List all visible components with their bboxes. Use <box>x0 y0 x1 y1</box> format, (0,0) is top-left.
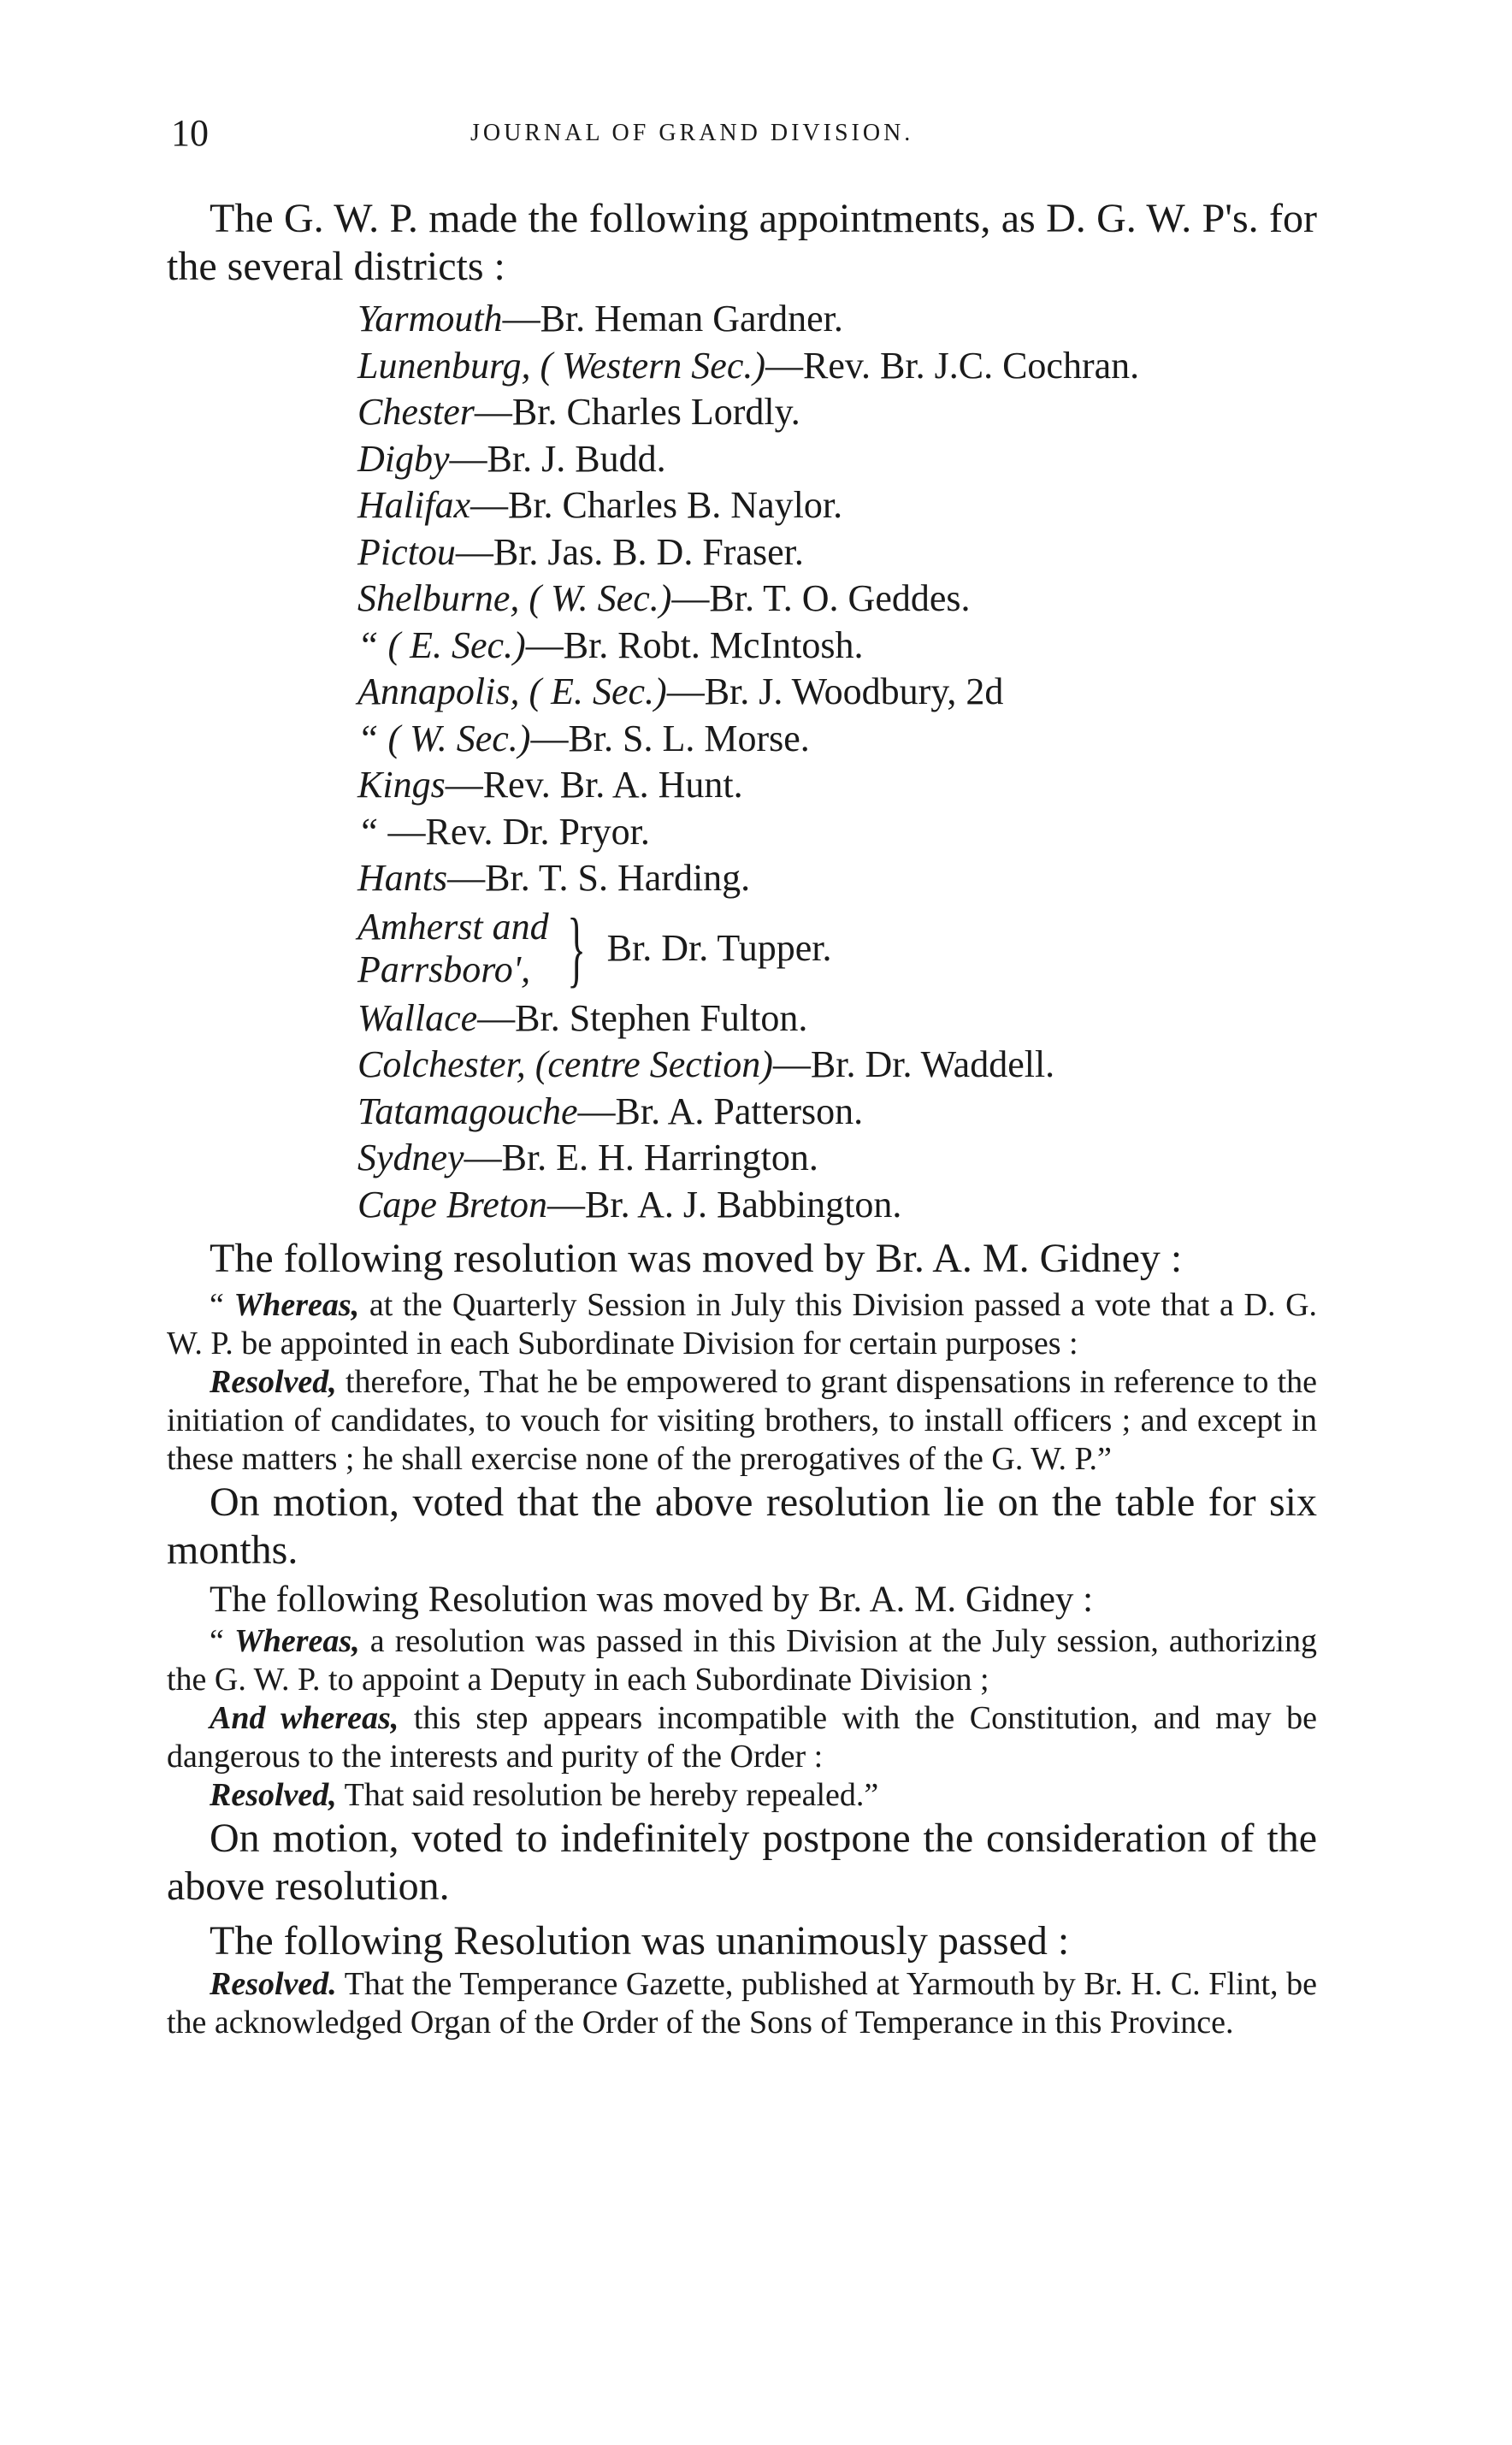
appointment-row <box>357 1042 1317 1089</box>
resolution-1-resolved <box>167 1363 1317 1479</box>
appointment-deputy: —Br. Charles Lordly. <box>474 391 800 433</box>
appointments-group-1 <box>357 296 1317 902</box>
resolved-term: Resolved, <box>210 1364 337 1400</box>
appointment-deputy: —Rev. Br. J.C. Cochran. <box>765 344 1140 387</box>
brace-places <box>357 906 549 991</box>
appointment-row <box>357 436 1317 483</box>
resolution-2-resolved <box>167 1776 1317 1815</box>
resolution-2-whereas <box>167 1622 1317 1699</box>
appointment-row <box>357 669 1317 716</box>
curly-brace-glyph: } <box>566 901 586 995</box>
page-number: 10 <box>171 112 209 154</box>
appointment-deputy: —Br. S. L. Morse. <box>530 717 810 759</box>
appointment-deputy: —Br. Robt. McIntosh. <box>525 623 864 666</box>
andwhereas-text: this step appears incompatible with the Constitution, and may be dangerous to the interests and purity of the Order : <box>167 1700 1317 1775</box>
brace-place-2: Parrsboro', <box>357 948 531 990</box>
appointment-row <box>357 389 1317 436</box>
appointment-deputy: —Br. Jas. B. D. Fraser. <box>455 530 804 573</box>
appointment-district: Pictou <box>357 530 456 573</box>
resolution-2-intro: The following Resolution was moved by Br. A. M. Gidney : <box>210 1580 1094 1620</box>
resolution-1-whereas <box>167 1286 1317 1363</box>
appointment-deputy: —Br. Dr. Waddell. <box>772 1043 1055 1085</box>
appointment-row <box>357 529 1317 576</box>
whereas-text: a resolution was passed in this Division at the July session, authorizing the G. W. P. to appoint a Deputy in each Subordinate Division ; <box>167 1623 1317 1698</box>
appointment-row <box>357 716 1317 763</box>
appointment-row <box>357 343 1317 390</box>
appointment-deputy: —Br. Stephen Fulton. <box>477 996 808 1039</box>
appointment-district: Kings <box>357 764 446 806</box>
appointment-deputy: —Br. Heman Gardner. <box>502 298 843 340</box>
appointment-deputy: —Br. A. J. Babbington. <box>547 1183 902 1225</box>
appointments-list <box>357 296 1317 1228</box>
brace-entry <box>357 902 1317 995</box>
appointment-district: Hants <box>357 857 448 899</box>
appointment-district: Lunenburg, ( Western Sec.) <box>357 344 765 387</box>
open-quote: “ <box>210 1623 234 1659</box>
appointment-district: “ ( E. Sec.) <box>357 623 526 666</box>
running-title: JOURNAL OF GRAND DIVISION. <box>470 120 914 146</box>
appointments-intro: The G. W. P. made the following appointments, as D. G. W. P's. for the several districts : <box>167 196 1317 289</box>
appointment-deputy: —Rev. Br. A. Hunt. <box>445 764 743 806</box>
resolved-term: Resolved, <box>210 1777 337 1813</box>
appointment-district: Chester <box>357 391 475 433</box>
resolved-term: Resolved. <box>210 1966 337 2002</box>
appointment-row <box>357 482 1317 529</box>
appointment-row <box>357 623 1317 670</box>
whereas-term: Whereas, <box>233 1287 360 1323</box>
appointment-deputy: —Br. Charles B. Naylor. <box>470 484 843 526</box>
resolution-1-outcome: On motion, voted that the above resolution lie on the table for six months. <box>167 1479 1317 1573</box>
appointment-row <box>357 809 1317 856</box>
appointment-deputy: —Br. T. S. Harding. <box>447 857 751 899</box>
resolution-2-andwhereas <box>167 1699 1317 1776</box>
appointment-row <box>357 855 1317 902</box>
andwhereas-term: And whereas, <box>210 1700 399 1736</box>
resolved-text: That said resolution be hereby repealed.” <box>344 1777 879 1813</box>
appointment-district: Annapolis, ( E. Sec.) <box>357 670 667 712</box>
whereas-term: Whereas, <box>233 1623 360 1659</box>
appointment-district: Yarmouth <box>357 298 503 340</box>
brace-person: Br. Dr. Tupper. <box>606 926 832 969</box>
appointment-district: Digby <box>357 437 450 480</box>
appointment-district: Wallace <box>357 996 478 1039</box>
page-body <box>167 195 1317 2042</box>
appointment-district: Colchester, (centre Section) <box>357 1043 773 1085</box>
appointment-deputy: —Br. E. H. Harrington. <box>464 1137 818 1178</box>
appointment-row <box>357 1182 1317 1229</box>
appointment-deputy: —Rev. Dr. Pryor. <box>378 810 650 853</box>
appointment-row <box>357 296 1317 343</box>
appointment-row <box>357 762 1317 809</box>
appointment-row <box>357 576 1317 623</box>
appointment-district: Cape Breton <box>357 1183 547 1225</box>
appointment-row <box>357 1135 1317 1182</box>
running-head <box>171 111 1326 154</box>
open-quote: “ <box>210 1287 234 1323</box>
appointment-district: Tatamagouche <box>357 1090 578 1132</box>
whereas-text: at the Quarterly Session in July this Division passed a vote that a D. G. W. P. be appointed in each Subordinate Division for certain purposes : <box>167 1287 1318 1361</box>
resolution-1-intro: The following resolution was moved by Br. A. M. Gidney : <box>210 1236 1183 1281</box>
brace-place-1: Amherst and <box>357 906 549 948</box>
appointment-district: Shelburne, ( W. Sec.) <box>357 577 672 619</box>
resolution-2-outcome: On motion, voted to indefinitely postpone the consideration of the above resolution. <box>167 1816 1317 1909</box>
appointment-deputy: —Br. J. Budd. <box>449 437 666 480</box>
appointment-deputy: —Br. T. O. Geddes. <box>671 577 971 619</box>
appointment-district: Halifax <box>357 484 470 526</box>
appointment-district: Sydney <box>357 1137 464 1178</box>
appointment-row <box>357 995 1317 1042</box>
appointment-deputy: —Br. A. Patterson. <box>577 1090 864 1132</box>
resolution-3-intro: The following Resolution was unanimously passed : <box>210 1918 1070 1964</box>
resolved-text: That the Temperance Gazette, published at Yarmouth by Br. H. C. Flint, be the acknowledged Organ of the Order of the Sons of Temperance in this Province. <box>167 1966 1317 2040</box>
appointment-district: “ ( W. Sec.) <box>357 717 531 759</box>
appointments-group-2 <box>357 995 1317 1229</box>
appointment-district: “ <box>357 810 379 853</box>
resolution-3-resolved <box>167 1965 1317 2042</box>
resolved-text: therefore, That he be empowered to grant dispensations in reference to the initiation of candidates, to vouch for visiting brothers, to install officers ; and except in these matters ; he shall exercise none of the prerogatives of the G. W. P.” <box>167 1364 1317 1477</box>
appointment-row <box>357 1089 1317 1136</box>
appointment-deputy: —Br. J. Woodbury, 2d <box>666 670 1004 712</box>
